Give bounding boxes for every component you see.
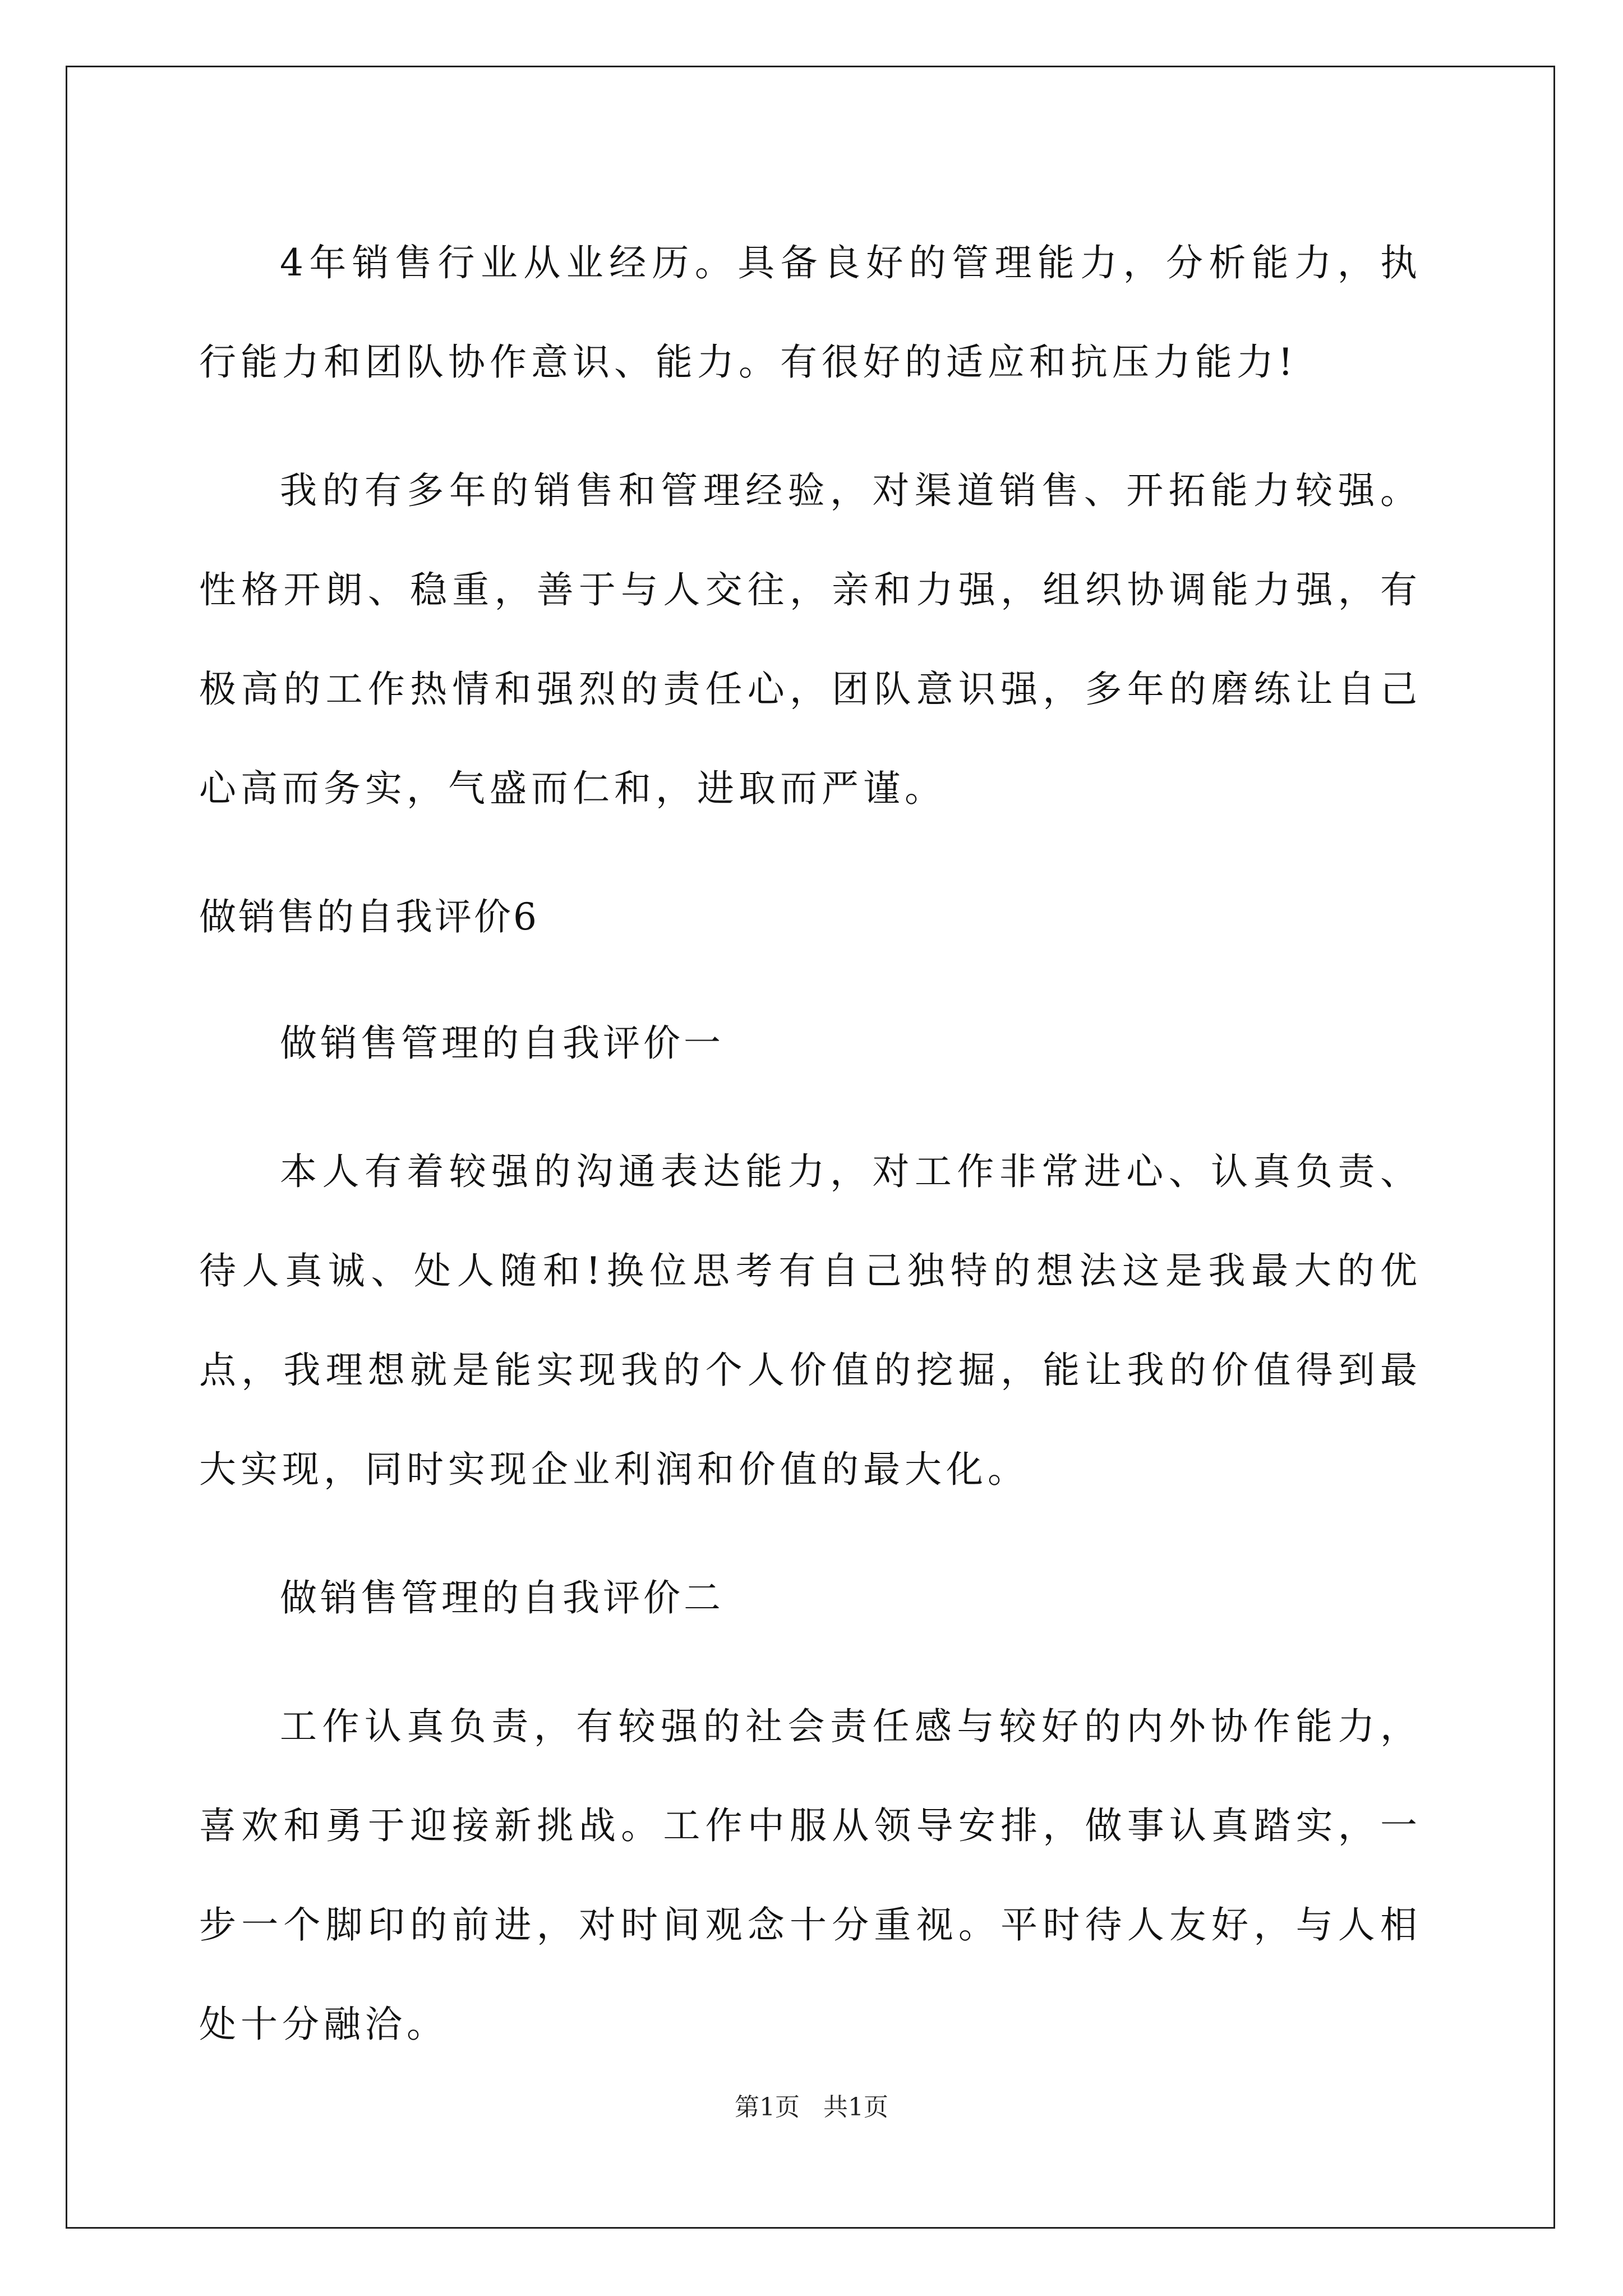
section-two-body: 工作认真负责，有较强的社会责任感与较好的内外协作能力，喜欢和勇于迎接新挑战。工作中服从领导安排，做事认真踏实，一步一个脚印的前进，对时间观念十分重视。平时待人友好，与人相处十分融洽。 <box>199 1705 1422 2046</box>
section-one-body: 本人有着较强的沟通表达能力，对工作非常进心、认真负责、待人真诚、处人随和!换位思考有自己独特的想法这是我最大的优点，我理想就是能实现我的个人价值的挖掘，能让我的价值得到最大实现，同时实现企业利润和价值的最大化。 <box>199 1150 1422 1491</box>
document-body <box>199 213 1422 2103</box>
page-number: 第1页 <box>735 2093 800 2122</box>
section-two-title: 做销售管理的自我评价二 <box>280 1576 724 1619</box>
paragraph-management-experience: 我的有多年的销售和管理经验，对渠道销售、开拓能力较强。性格开朗、稳重，善于与人交往，亲和力强，组织协调能力强，有极高的工作热情和强烈的责任心，团队意识强，多年的磨练让自己心高而务实，气盛而仁和，进取而严谨。 <box>199 469 1422 810</box>
paragraph-experience: 4年销售行业从业经历。具备良好的管理能力，分析能力，执行能力和团队协作意识、能力。有很好的适应和抗压力能力! <box>199 241 1422 384</box>
section-one-title: 做销售管理的自我评价一 <box>280 1022 724 1065</box>
document-heading: 做销售的自我评价6 <box>199 895 539 938</box>
page-footer <box>0 2087 1623 2123</box>
page-total: 共1页 <box>823 2093 888 2122</box>
